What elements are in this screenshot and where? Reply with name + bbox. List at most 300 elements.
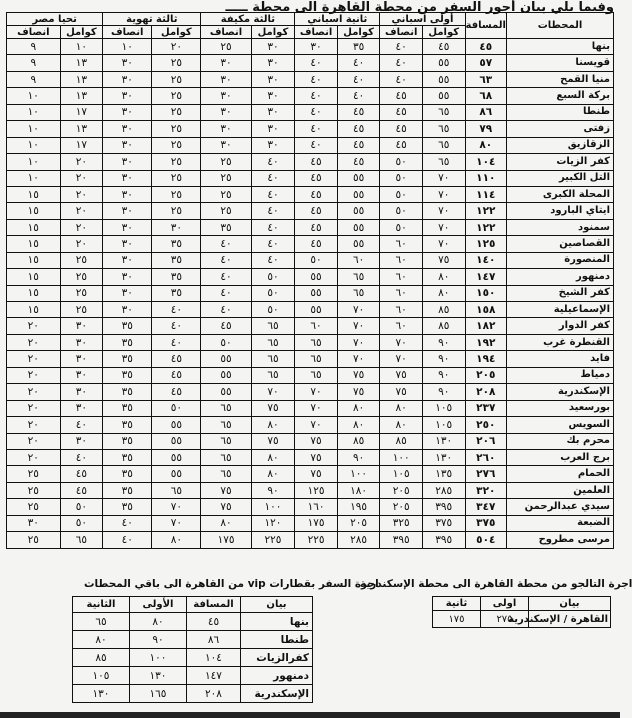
class4-full: ٤٥ — [152, 367, 201, 383]
class4-full: ٢٠ — [152, 39, 201, 55]
class4-half: ٣٠ — [103, 186, 152, 202]
class1-half: ٦٠ — [380, 252, 423, 268]
header-half: انصاف — [295, 26, 338, 39]
class3-full: ٤٠ — [251, 186, 295, 202]
fare-row — [7, 88, 614, 104]
vip-first: ٩٠ — [130, 631, 187, 649]
class2-full: ٥٥ — [337, 203, 380, 219]
class4-half: ٣٥ — [103, 466, 152, 482]
distance-km: ٥٠٤ — [465, 532, 506, 548]
class3-half: ٥٠ — [201, 334, 251, 350]
class5-half: ٩ — [7, 55, 61, 71]
class3-half: ٥٥ — [201, 351, 251, 367]
class5-full: ٤٥ — [60, 466, 103, 482]
vip-second: ٨٥ — [73, 649, 130, 667]
class2-half: ١٦٠ — [295, 499, 338, 515]
class5-half: ٢٠ — [7, 334, 61, 350]
class1-half: ٣٩٥ — [380, 532, 423, 548]
fare-row — [7, 367, 614, 383]
class1-full: ٨٥ — [422, 302, 465, 318]
distance-km: ١٨٢ — [465, 318, 506, 334]
class5-full: ٥٠ — [60, 515, 103, 531]
class5-full: ٣٠ — [60, 433, 103, 449]
station-name: السويس — [507, 417, 614, 433]
class3-full: ٣٠ — [251, 121, 295, 137]
vip-distance: ١٤٧ — [187, 667, 241, 685]
class1-full: ٥٥ — [422, 88, 465, 104]
station-name: كفر الدوار — [507, 318, 614, 334]
class5-half: ٢٥ — [7, 466, 61, 482]
class3-half: ٤٠ — [201, 252, 251, 268]
class1-half: ٦٠ — [380, 236, 423, 252]
class5-full: ٢٠ — [60, 186, 103, 202]
vip-fare-table — [72, 596, 313, 703]
talgo-second: ١٧٥ — [433, 611, 481, 628]
class1-full: ١٣٥ — [422, 466, 465, 482]
class2-half: ٥٥ — [295, 269, 338, 285]
class4-full: ٧٠ — [152, 499, 201, 515]
station-name: المحلة الكبرى — [507, 186, 614, 202]
class5-half: ٢٠ — [7, 318, 61, 334]
distance-km: ١٢٥ — [465, 236, 506, 252]
class5-half: ٩ — [7, 71, 61, 87]
class4-half: ٤٠ — [103, 532, 152, 548]
vip-second: ١٠٥ — [73, 667, 130, 685]
class2-full: ٧٠ — [337, 334, 380, 350]
class3-half: ٦٥ — [201, 433, 251, 449]
class5-full: ٢٥ — [60, 269, 103, 285]
class2-full: ٢٠٥ — [337, 515, 380, 531]
station-name: سيدي عبدالرحمن — [507, 499, 614, 515]
class4-half: ٣٠ — [103, 137, 152, 153]
distance-km: ١٢٢ — [465, 203, 506, 219]
class3-full: ٧٥ — [251, 400, 295, 416]
station-name: مرسى مطروح — [507, 532, 614, 548]
page-bottom-edge — [0, 712, 620, 718]
class2-half: ٢٢٥ — [295, 532, 338, 548]
station-name: محرم بك — [507, 433, 614, 449]
fare-row — [7, 466, 614, 482]
class1-full: ١٠٥ — [422, 417, 465, 433]
distance-km: ٥٧ — [465, 55, 506, 71]
distance-km: ١٤٠ — [465, 252, 506, 268]
class5-full: ١٣ — [60, 121, 103, 137]
class2-full: ٤٥ — [337, 137, 380, 153]
fare-row — [7, 104, 614, 120]
class3-half: ٥٥ — [201, 384, 251, 400]
class3-full: ٣٠ — [251, 71, 295, 87]
class5-half: ١٥ — [7, 285, 61, 301]
class2-half: ٤٥ — [295, 186, 338, 202]
class4-full: ٥٥ — [152, 433, 201, 449]
vip-first: ١٠٠ — [130, 649, 187, 667]
class1-half: ١٠٠ — [380, 449, 423, 465]
class5-half: ٩ — [7, 39, 61, 55]
class5-half: ١٠ — [7, 137, 61, 153]
class3-full: ٩٠ — [251, 482, 295, 498]
class1-full: ٧٠ — [422, 170, 465, 186]
distance-km: ١٥٠ — [465, 285, 506, 301]
distance-km: ٢٠٦ — [465, 433, 506, 449]
class3-full: ٤٠ — [251, 236, 295, 252]
talgo-fare-table — [432, 596, 611, 628]
class5-full: ٥٠ — [60, 499, 103, 515]
class4-half: ١٠ — [103, 39, 152, 55]
station-name: المنصورة — [507, 252, 614, 268]
distance-km: ٧٩ — [465, 121, 506, 137]
fare-row — [7, 334, 614, 350]
station-name: ايتاي البارود — [507, 203, 614, 219]
header-station: المحطات — [507, 13, 614, 39]
distance-km: ٢٧٦ — [465, 466, 506, 482]
class5-full: ٢٠ — [60, 170, 103, 186]
class3-full: ٦٥ — [251, 318, 295, 334]
class2-full: ١٩٥ — [337, 499, 380, 515]
class3-full: ٥٠ — [251, 269, 295, 285]
distance-km: ٨٦ — [465, 104, 506, 120]
class5-full: ٣٠ — [60, 384, 103, 400]
vip-row — [73, 649, 313, 667]
header-class-1: أولى اسباني — [380, 13, 465, 26]
header-full: كوامل — [337, 26, 380, 39]
class3-full: ٤٠ — [251, 154, 295, 170]
class2-full: ٧٠ — [337, 302, 380, 318]
class1-full: ٦٥ — [422, 121, 465, 137]
header-half: انصاف — [380, 26, 423, 39]
class4-half: ٣٠ — [103, 104, 152, 120]
fare-row — [7, 433, 614, 449]
class1-half: ٤٥ — [380, 137, 423, 153]
class5-full: ٣٠ — [60, 351, 103, 367]
vip-row — [73, 631, 313, 649]
page-title: وفيما يلي بيان أجور السفر من محطة القاهرة الى محطة ـــــ — [225, 0, 614, 15]
class5-half: ٢٥ — [7, 499, 61, 515]
talgo-header-row — [433, 597, 611, 611]
vip-title: اجرة السفر بقطارات vip من القاهرة الى باقي المحطات — [84, 578, 379, 590]
vip-header-first: الأولى — [130, 597, 187, 613]
header-class-3: ثالثة مكيفة — [201, 13, 295, 26]
class2-full: ٦٥ — [337, 269, 380, 285]
class2-half: ١٢٥ — [295, 482, 338, 498]
class4-full: ٤٥ — [152, 384, 201, 400]
class5-full: ٢٥ — [60, 302, 103, 318]
class2-half: ٤٥ — [295, 203, 338, 219]
class3-full: ٦٥ — [251, 334, 295, 350]
class2-full: ٤٠ — [337, 88, 380, 104]
class4-half: ٣٠ — [103, 154, 152, 170]
class4-half: ٣٠ — [103, 121, 152, 137]
vip-station: بنها — [241, 613, 313, 631]
class2-half: ٧٠ — [295, 384, 338, 400]
class3-full: ٣٠ — [251, 137, 295, 153]
class2-full: ٨٠ — [337, 400, 380, 416]
station-name: برج العرب — [507, 449, 614, 465]
class2-half: ٤٠ — [295, 71, 338, 87]
class1-half: ٧٥ — [380, 384, 423, 400]
class4-full: ٣٠ — [152, 219, 201, 235]
class1-half: ٤٠ — [380, 39, 423, 55]
class5-half: ٢٠ — [7, 351, 61, 367]
class3-full: ٨٠ — [251, 417, 295, 433]
class3-full: ٧٥ — [251, 433, 295, 449]
distance-km: ١٠٤ — [465, 154, 506, 170]
class4-half: ٣٥ — [103, 449, 152, 465]
vip-header-station: بيان — [241, 597, 313, 613]
distance-km: ١١٠ — [465, 170, 506, 186]
class3-half: ٣٠ — [201, 137, 251, 153]
class3-full: ٥٠ — [251, 302, 295, 318]
class2-full: ٤٠ — [337, 55, 380, 71]
distance-km: ٨٠ — [465, 137, 506, 153]
class2-full: ٧٥ — [337, 367, 380, 383]
class4-half: ٣٠ — [103, 55, 152, 71]
class5-full: ٢٠ — [60, 219, 103, 235]
class2-half: ٦٥ — [295, 351, 338, 367]
distance-km: ٣٢٠ — [465, 482, 506, 498]
class2-half: ٤٠ — [295, 55, 338, 71]
class3-half: ٣٥ — [201, 219, 251, 235]
fare-row — [7, 482, 614, 498]
class4-full: ٢٥ — [152, 121, 201, 137]
fare-row — [7, 302, 614, 318]
fare-row — [7, 351, 614, 367]
class4-full: ٣٥ — [152, 252, 201, 268]
class1-half: ٨٠ — [380, 417, 423, 433]
class3-half: ٢٥ — [201, 170, 251, 186]
distance-km: ٣٧٥ — [465, 515, 506, 531]
class1-half: ٥٠ — [380, 219, 423, 235]
class1-full: ٩٠ — [422, 384, 465, 400]
class1-full: ١٣٠ — [422, 433, 465, 449]
distance-km: ٢٥٠ — [465, 417, 506, 433]
class2-full: ٨٠ — [337, 417, 380, 433]
class4-half: ٣٠ — [103, 269, 152, 285]
class3-half: ٣٠ — [201, 55, 251, 71]
header-half: انصاف — [7, 26, 61, 39]
station-name: منيا القمح — [507, 71, 614, 87]
class1-half: ٨٥ — [380, 433, 423, 449]
class5-half: ٢٠ — [7, 367, 61, 383]
class5-full: ٣٠ — [60, 367, 103, 383]
class4-full: ٣٥ — [152, 269, 201, 285]
header-class-4: ثالثة تهوية — [103, 13, 201, 26]
fare-row — [7, 55, 614, 71]
class1-half: ٥٠ — [380, 186, 423, 202]
class4-full: ٦٥ — [152, 482, 201, 498]
class4-full: ٣٥ — [152, 236, 201, 252]
class2-half: ٤٠ — [295, 104, 338, 120]
class3-half: ٢٥ — [201, 186, 251, 202]
class2-half: ٧٥ — [295, 466, 338, 482]
distance-km: ١٩٢ — [465, 334, 506, 350]
class3-full: ٤٠ — [251, 170, 295, 186]
class2-full: ٥٥ — [337, 219, 380, 235]
class2-half: ٧٠ — [295, 417, 338, 433]
class1-half: ٢٠٥ — [380, 482, 423, 498]
class1-half: ٤٠ — [380, 71, 423, 87]
class1-full: ٦٥ — [422, 137, 465, 153]
class3-half: ٧٥ — [201, 482, 251, 498]
vip-second: ٦٥ — [73, 613, 130, 631]
fare-row — [7, 137, 614, 153]
class2-half: ٤٠ — [295, 121, 338, 137]
fare-row — [7, 285, 614, 301]
class4-half: ٣٠ — [103, 285, 152, 301]
class3-half: ٥٥ — [201, 367, 251, 383]
class2-half: ٤٠ — [295, 137, 338, 153]
vip-station: كفرالزيات — [241, 649, 313, 667]
vip-distance: ١٠٤ — [187, 649, 241, 667]
class5-full: ٤٥ — [60, 482, 103, 498]
class1-full: ٦٥ — [422, 104, 465, 120]
class2-full: ٥٥ — [337, 170, 380, 186]
class2-half: ٤٥ — [295, 154, 338, 170]
class4-full: ٢٥ — [152, 55, 201, 71]
class3-full: ٤٠ — [251, 252, 295, 268]
class1-half: ٧٥ — [380, 367, 423, 383]
vip-second: ٨٠ — [73, 631, 130, 649]
distance-km: ١٢٢ — [465, 219, 506, 235]
class2-full: ٥٥ — [337, 236, 380, 252]
header-full: كوامل — [60, 26, 103, 39]
station-name: زفتى — [507, 121, 614, 137]
class4-half: ٤٠ — [103, 515, 152, 531]
station-name: دمياط — [507, 367, 614, 383]
distance-km: ٣٤٧ — [465, 499, 506, 515]
class5-half: ٢٠ — [7, 417, 61, 433]
class5-full: ٣٠ — [60, 334, 103, 350]
class5-full: ٤٠ — [60, 449, 103, 465]
class4-half: ٣٥ — [103, 367, 152, 383]
class3-half: ٦٥ — [201, 466, 251, 482]
class1-half: ٢٠٥ — [380, 499, 423, 515]
class4-full: ٢٥ — [152, 186, 201, 202]
talgo-header-second: ثانية — [433, 597, 481, 611]
talgo-title: اجرة التالجو من محطة القاهرة الى محطة الإسكندرية — [360, 578, 632, 590]
class1-half: ٦٠ — [380, 318, 423, 334]
class3-full: ٤٠ — [251, 203, 295, 219]
class1-full: ٧٠ — [422, 203, 465, 219]
distance-km: ١٩٤ — [465, 351, 506, 367]
class5-full: ١٠ — [60, 39, 103, 55]
fare-row — [7, 170, 614, 186]
class4-half: ٣٥ — [103, 433, 152, 449]
class1-full: ٩٠ — [422, 351, 465, 367]
station-name: فايد — [507, 351, 614, 367]
vip-station: دمنهور — [241, 667, 313, 685]
class5-full: ٢٠ — [60, 203, 103, 219]
class2-half: ٧٥ — [295, 433, 338, 449]
class1-half: ٤٠ — [380, 55, 423, 71]
vip-second: ١٣٠ — [73, 685, 130, 703]
class1-half: ٤٥ — [380, 104, 423, 120]
class1-full: ٦٥ — [422, 154, 465, 170]
class5-full: ١٣ — [60, 88, 103, 104]
class1-full: ٧٥ — [422, 252, 465, 268]
class2-half: ٤٥ — [295, 236, 338, 252]
vip-first: ١٣٠ — [130, 667, 187, 685]
class5-full: ٢٥ — [60, 285, 103, 301]
class2-full: ٧٠ — [337, 351, 380, 367]
class5-full: ٣٠ — [60, 400, 103, 416]
station-name: الزقازيق — [507, 137, 614, 153]
class1-full: ٨٠ — [422, 285, 465, 301]
class5-half: ١٠ — [7, 154, 61, 170]
class3-full: ٣٠ — [251, 88, 295, 104]
header-full: كوامل — [422, 26, 465, 39]
class1-half: ٥٠ — [380, 203, 423, 219]
class1-full: ٧٠ — [422, 219, 465, 235]
class2-half: ٣٠ — [295, 39, 338, 55]
class4-full: ٥٠ — [152, 400, 201, 416]
class4-full: ٤٠ — [152, 318, 201, 334]
class5-full: ٤٠ — [60, 417, 103, 433]
class2-full: ٤٥ — [337, 121, 380, 137]
class4-full: ٥٥ — [152, 417, 201, 433]
class3-full: ١٢٠ — [251, 515, 295, 531]
class2-half: ٥٥ — [295, 302, 338, 318]
class2-half: ٦٥ — [295, 367, 338, 383]
class3-half: ٦٥ — [201, 417, 251, 433]
class3-full: ٤٠ — [251, 219, 295, 235]
vip-row — [73, 667, 313, 685]
class1-full: ٢٨٥ — [422, 482, 465, 498]
class3-full: ٥٠ — [251, 285, 295, 301]
distance-km: ٦٨ — [465, 88, 506, 104]
class3-half: ٢٥ — [201, 203, 251, 219]
class3-half: ٨٠ — [201, 515, 251, 531]
header-full: كوامل — [152, 26, 201, 39]
class3-half: ٣٠ — [201, 121, 251, 137]
main-fare-table — [6, 12, 614, 549]
station-name: القصاصين — [507, 236, 614, 252]
class3-half: ٣٠ — [201, 104, 251, 120]
vip-first: ٨٠ — [130, 613, 187, 631]
fare-row — [7, 515, 614, 531]
fare-row — [7, 154, 614, 170]
class5-full: ٣٠ — [60, 318, 103, 334]
class3-half: ٦٥ — [201, 449, 251, 465]
fare-row — [7, 71, 614, 87]
class5-full: ١٣ — [60, 55, 103, 71]
talgo-header-label: بيان — [529, 597, 611, 611]
class1-full: ١٠٥ — [422, 400, 465, 416]
class4-half: ٣٠ — [103, 203, 152, 219]
station-name: بورسعيد — [507, 400, 614, 416]
class1-half: ٦٠ — [380, 285, 423, 301]
station-name: قويسنا — [507, 55, 614, 71]
class4-full: ٤٥ — [152, 351, 201, 367]
class1-half: ٥٠ — [380, 170, 423, 186]
class4-full: ٨٠ — [152, 532, 201, 548]
class1-full: ٨٥ — [422, 318, 465, 334]
class4-half: ٣٠ — [103, 302, 152, 318]
class3-full: ٢٢٥ — [251, 532, 295, 548]
class5-half: ١٠ — [7, 104, 61, 120]
class2-full: ٧٥ — [337, 384, 380, 400]
class5-full: ٢٠ — [60, 236, 103, 252]
class4-half: ٣٠ — [103, 252, 152, 268]
class2-full: ١٨٠ — [337, 482, 380, 498]
distance-km: ٤٥ — [465, 39, 506, 55]
class2-half: ٤٥ — [295, 170, 338, 186]
class3-half: ٧٥ — [201, 499, 251, 515]
class5-full: ١٧ — [60, 137, 103, 153]
class1-full: ٤٥ — [422, 39, 465, 55]
fare-row — [7, 384, 614, 400]
class2-full: ٢٨٥ — [337, 532, 380, 548]
class4-half: ٣٥ — [103, 384, 152, 400]
